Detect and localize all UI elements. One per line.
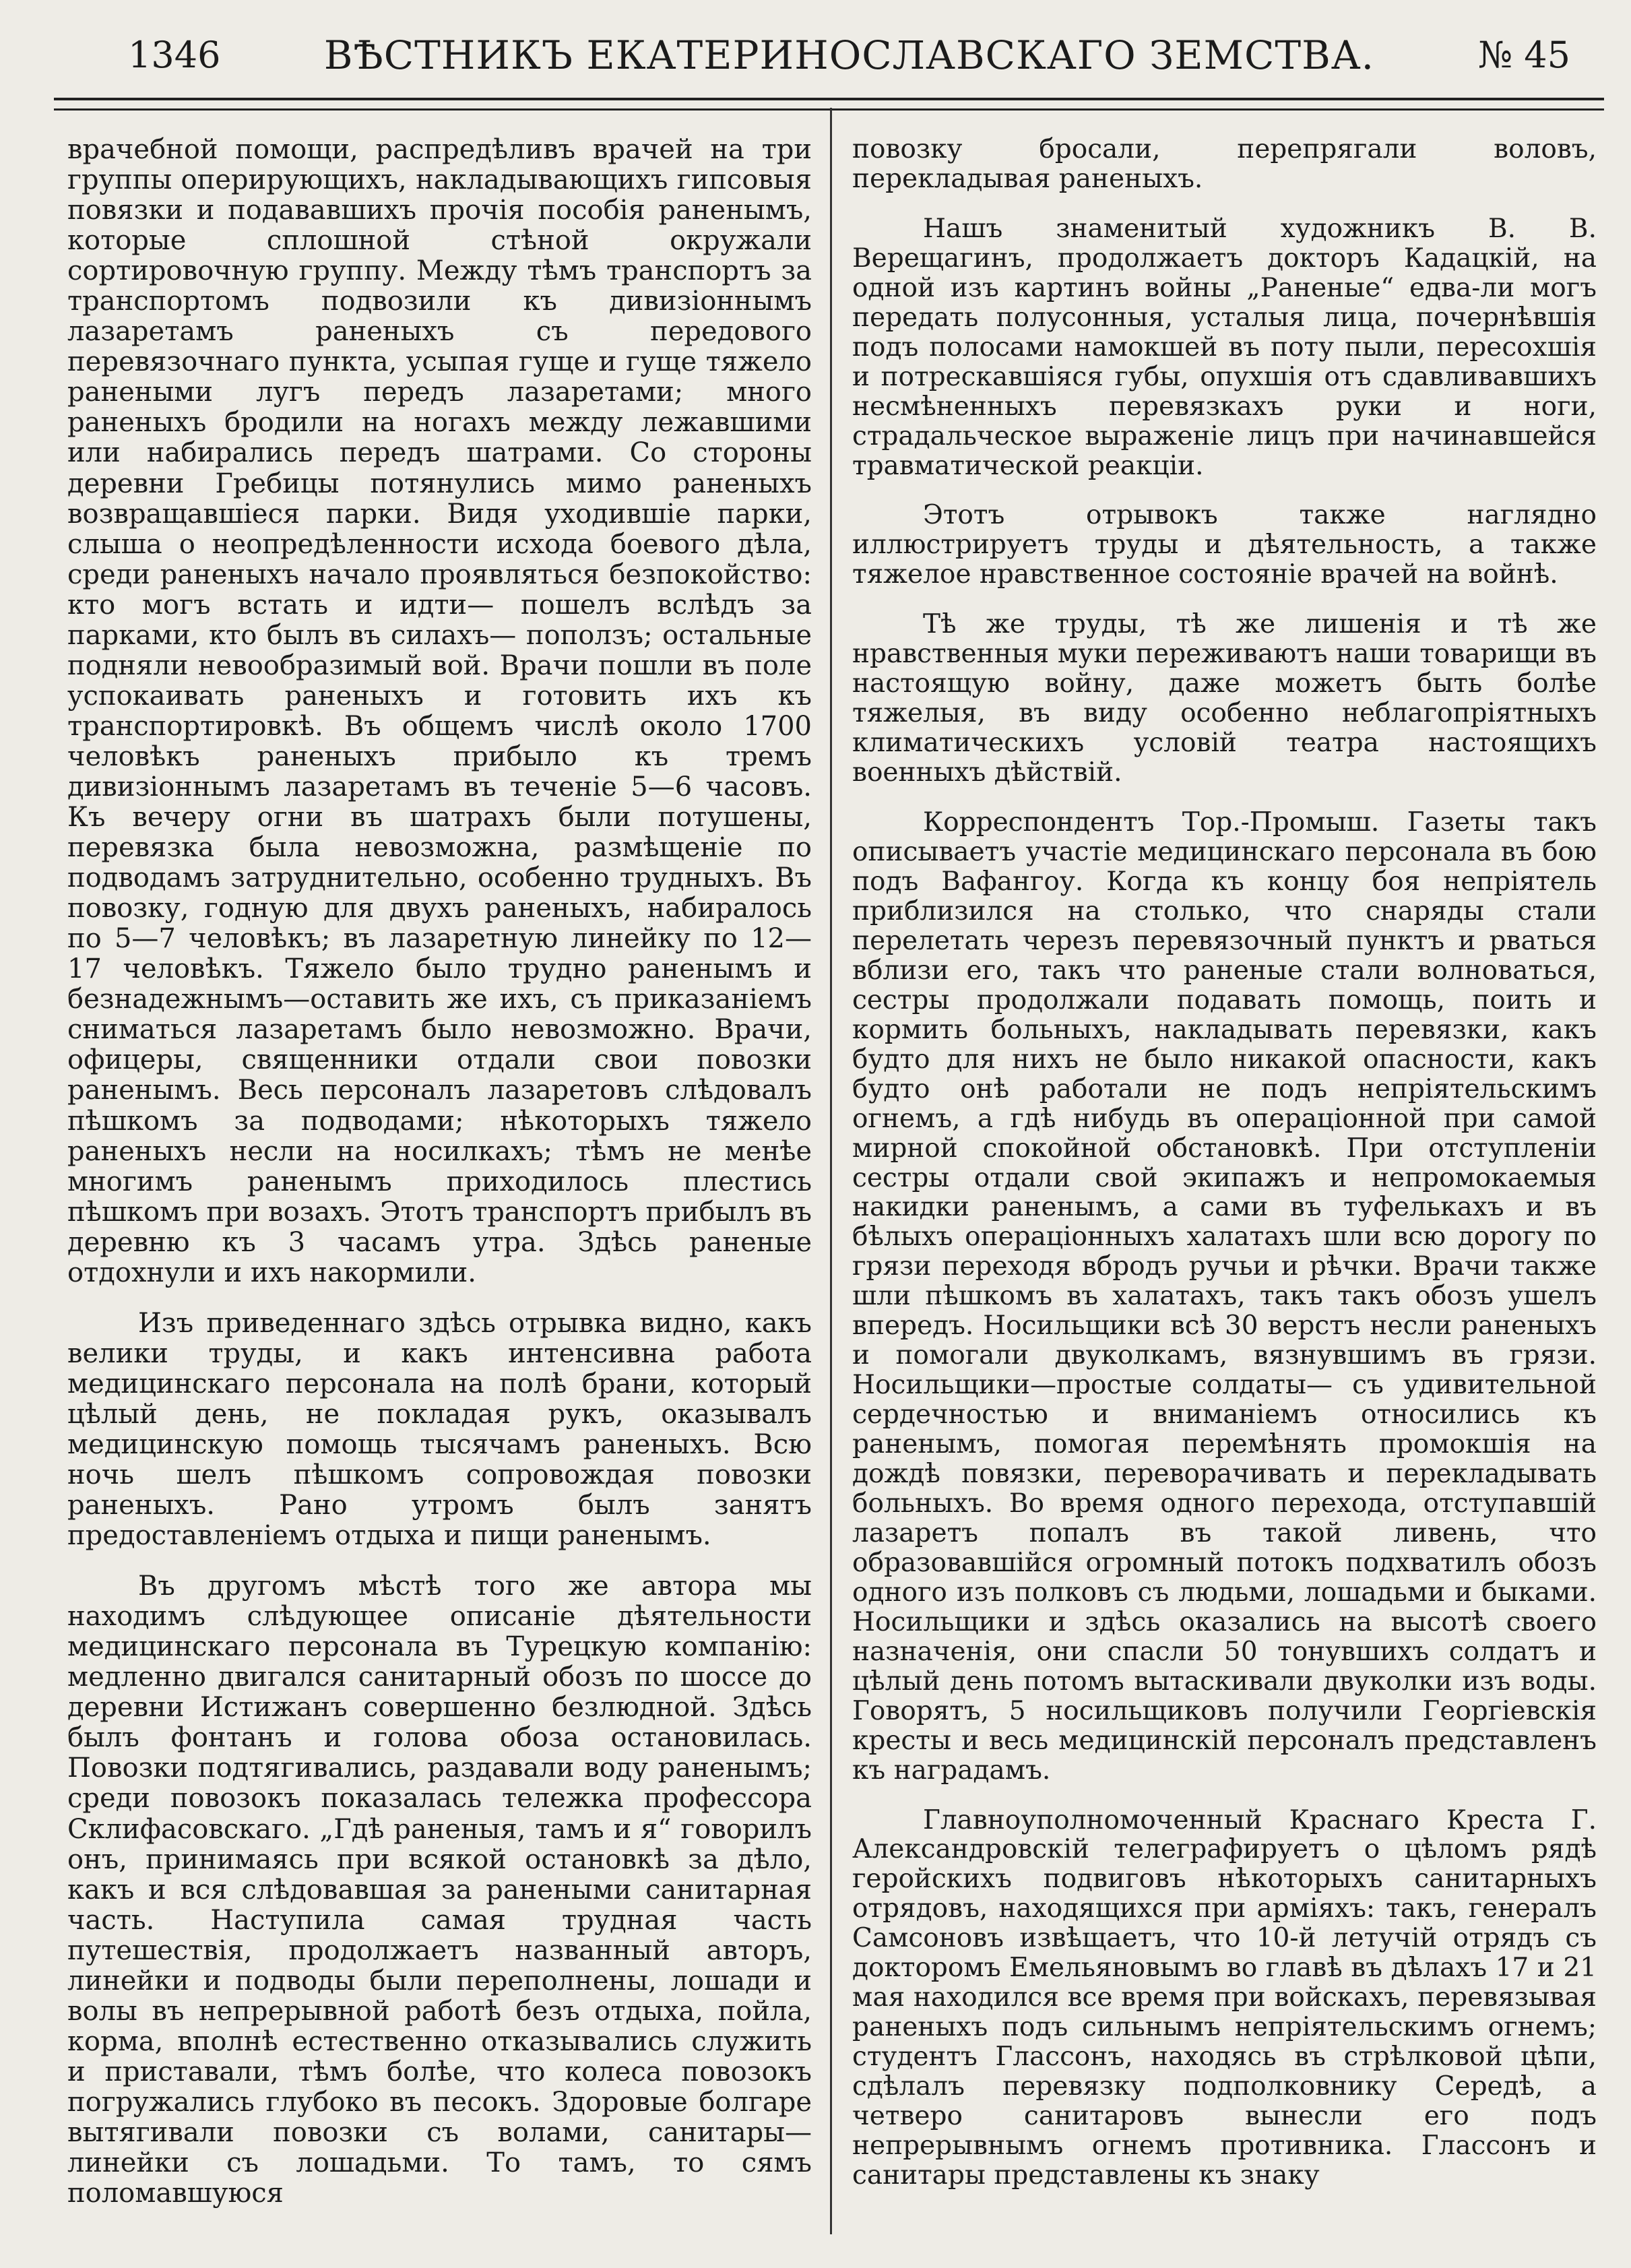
right-paragraph-3: Этотъ отрывокъ также наглядно иллюстрируетъ труды и дѣятельность, а также тяжелое нравственное состояніе врачей на войнѣ. bbox=[852, 500, 1597, 590]
right-paragraph-1: повозку бросали, перепрягали воловъ, перекладывая раненыхъ. bbox=[852, 134, 1597, 194]
page-number: 1346 bbox=[128, 34, 221, 76]
right-paragraph-5: Корреспондентъ Тор.-Промыш. Газеты такъ описываетъ участіе медицинскаго персонала въ бою подъ Вафангоу. Когда къ концу боя непріятель приблизился на столько, что снаряды стали перелетать черезъ перевязочный пунктъ и рваться вблизи его, такъ что раненые стали волноваться, сестры продолжали подавать помощь, поить и кормить больныхъ, накладывать перевязки, какъ будто для нихъ не было никакой опасности, какъ будто онѣ работали не подъ непріятельскимъ огнемъ, а гдѣ нибудь въ операціонной при самой мирной спокойной обстановкѣ. При отступленіи сестры отдали свой экипажъ и непромокаемыя накидки раненымъ, а сами въ туфелькахъ и въ бѣлыхъ операціонныхъ халатахъ шли всю дорогу по грязи переходя вбродъ ручьи и рѣчки. Врачи также шли пѣшкомъ въ халатахъ, такъ такъ обозъ ушелъ впередъ. Носильщики всѣ 30 верстъ несли раненыхъ и помогали двуколкамъ, вязнувшимъ въ грязи. Носильщики—простые солдаты— съ удивительной сердечностью и вниманіемъ относились къ раненымъ, помогая перемѣнять промокшія на дождѣ повязки, переворачивать и перекладывать больныхъ. Во время одного перехода, отступавшій лазаретъ попалъ въ такой ливень, что образовавшійся огромный потокъ подхватилъ обозъ одного изъ полковъ съ людьми, лошадьми и быками. Носильщики и здѣсь оказались на высотѣ своего назначенія, они спасли 50 тонувшихъ солдатъ и цѣлый день потомъ вытаскивали двуколки изъ воды. Говорятъ, 5 носильщиковъ получили Георгіевскія кресты и весь медицинскій персоналъ представленъ къ наградамъ. bbox=[852, 807, 1597, 1786]
left-column bbox=[67, 135, 812, 2229]
right-paragraph-4: Тѣ же труды, тѣ же лишенія и тѣ же нравственныя муки переживаютъ наши товарищи въ настоящую войну, даже можетъ быть болѣе тяжелыя, въ виду особенно неблагопріятныхъ климатическихъ условій театра настоящихъ военныхъ дѣйствій. bbox=[852, 609, 1597, 788]
page-header bbox=[108, 27, 1591, 88]
issue-number: № 45 bbox=[1478, 34, 1570, 76]
column-divider bbox=[830, 108, 832, 2234]
header-rule bbox=[54, 98, 1604, 111]
left-paragraph-2: Изъ приведеннаго здѣсь отрывка видно, какъ велики труды, и какъ интенсивна работа медицинскаго персонала на полѣ брани, который цѣлый день, не покладая рукъ, оказывалъ медицинскую помощь тысячамъ раненыхъ. Всю ночь шелъ пѣшкомъ сопровождая повозки раненыхъ. Рано утромъ былъ занятъ предоставленіемъ отдыха и пищи раненымъ. bbox=[67, 1307, 812, 1552]
right-paragraph-2: Нашъ знаменитый художникъ В. В. Верещагинъ, продолжаетъ докторъ Кадацкій, на одной изъ картинъ войны „Раненые“ едва-ли могъ передать полусонныя, усталыя лица, почернѣвшія подъ полосами намокшей въ поту пыли, пересохшія и потрескавшіяся губы, опухшія отъ сдавливавшихъ несмѣненныхъ перевязкахъ руки и ноги, страдальческое выраженіе лицъ при начинавшейся травматической реакціи. bbox=[852, 213, 1597, 481]
right-column bbox=[852, 135, 1597, 2211]
right-paragraph-6: Главноуполномоченный Краснаго Креста Г. Александровскій телеграфируетъ о цѣломъ рядѣ геройскихъ подвиговъ нѣкоторыхъ санитарныхъ отрядовъ, находящихся при арміяхъ: такъ, генералъ Самсоновъ извѣщаетъ, что 10-й летучій отрядъ съ докторомъ Емельяновымъ во главѣ въ дѣлахъ 17 и 21 мая находился все время при войскахъ, перевязывая раненыхъ подъ сильнымъ непріятельскимъ огнемъ; студентъ Глассонъ, находясь въ стрѣлковой цѣпи, сдѣлалъ перевязку подполковнику Середѣ, а четверо санитаровъ вынесли его подъ непрерывнымъ огнемъ противника. Глассонъ и санитары представлены къ знаку bbox=[852, 1804, 1597, 2191]
left-paragraph-3: Въ другомъ мѣстѣ того же автора мы находимъ слѣдующее описаніе дѣятельности медицинскаго персонала въ Турецкую компанію: медленно двигался санитарный обозъ по шоссе до деревни Истижанъ совершенно безлюдной. Здѣсь былъ фонтанъ и голова обоза остановилась. Повозки подтягивались, раздавали воду раненымъ; среди повозокъ показалась тележка профессора Склифасовскаго. „Гдѣ раненыя, тамъ и я“ говорилъ онъ, принимаясь при всякой остановкѣ за дѣло, какъ и вся слѣдовавшая за ранеными санитарная часть. Наступила самая трудная часть путешествія, продолжаетъ названный авторъ, линейки и подводы были переполнены, лошади и волы въ непрерывной работѣ безъ отдыха, пойла, корма, вполнѣ естественно отказывались служить и приставали, тѣмъ болѣе, что колеса повозокъ погружались глубоко въ песокъ. Здоровые болгаре вытягивали повозки съ волами, санитары—линейки съ лошадьми. То тамъ, то сямъ поломавшуюся bbox=[67, 1571, 812, 2209]
left-paragraph-1: врачебной помощи, распредѣливъ врачей на три группы оперирующихъ, накладывающихъ гипсовыя повязки и подававшихъ прочія пособія раненымъ, которые сплошной стѣной окружали сортировочную группу. Между тѣмъ транспортъ за транспортомъ подвозили къ дивизіоннымъ лазаретамъ раненыхъ съ передового перевязочнаго пункта, усыпая гуще и гуще тяжело ранеными лугъ передъ лазаретами; много раненыхъ бродили на ногахъ между лежавшими или набирались передъ шатрами. Со стороны деревни Гребицы потянулись мимо раненыхъ возвращавшіеся парки. Видя уходившіе парки, слыша о неопредѣленности исхода боевого дѣла, среди раненыхъ начало проявляться безпокойство: кто могъ встать и идти— пошелъ вслѣдъ за парками, кто былъ въ силахъ— поползъ; остальные подняли невообразимый вой. Врачи пошли въ поле успокаивать раненыхъ и готовить ихъ къ транспортировкѣ. Въ общемъ числѣ около 1700 человѣкъ раненыхъ прибыло къ тремъ дивизіоннымъ лазаретамъ въ теченіе 5—6 часовъ. Къ вечеру огни въ шатрахъ были потушены, перевязка была невозможна, размѣщеніе по подводамъ затруднительно, особенно трудныхъ. Въ повозку, годную для двухъ раненыхъ, набиралось по 5—7 человѣкъ; въ лазаретную линейку по 12—17 человѣкъ. Тяжело было трудно раненымъ и безнадежнымъ—оставить же ихъ, съ приказаніемъ сниматься лазаретамъ было невозможно. Врачи, офицеры, священники отдали свои повозки раненымъ. Весь персоналъ лазаретовъ слѣдовалъ пѣшкомъ за подводами; нѣкоторыхъ тяжело раненыхъ несли на носилкахъ; тѣмъ не менѣе многимъ раненымъ приходилось плестись пѣшкомъ при возахъ. Этотъ транспортъ прибылъ въ деревню къ 3 часамъ утра. Здѣсь раненые отдохнули и ихъ накормили. bbox=[67, 134, 812, 1288]
journal-title: ВѢСТНИКЪ ЕКАТЕРИНОСЛАВСКАГО ЗЕМСТВА. bbox=[323, 32, 1375, 78]
